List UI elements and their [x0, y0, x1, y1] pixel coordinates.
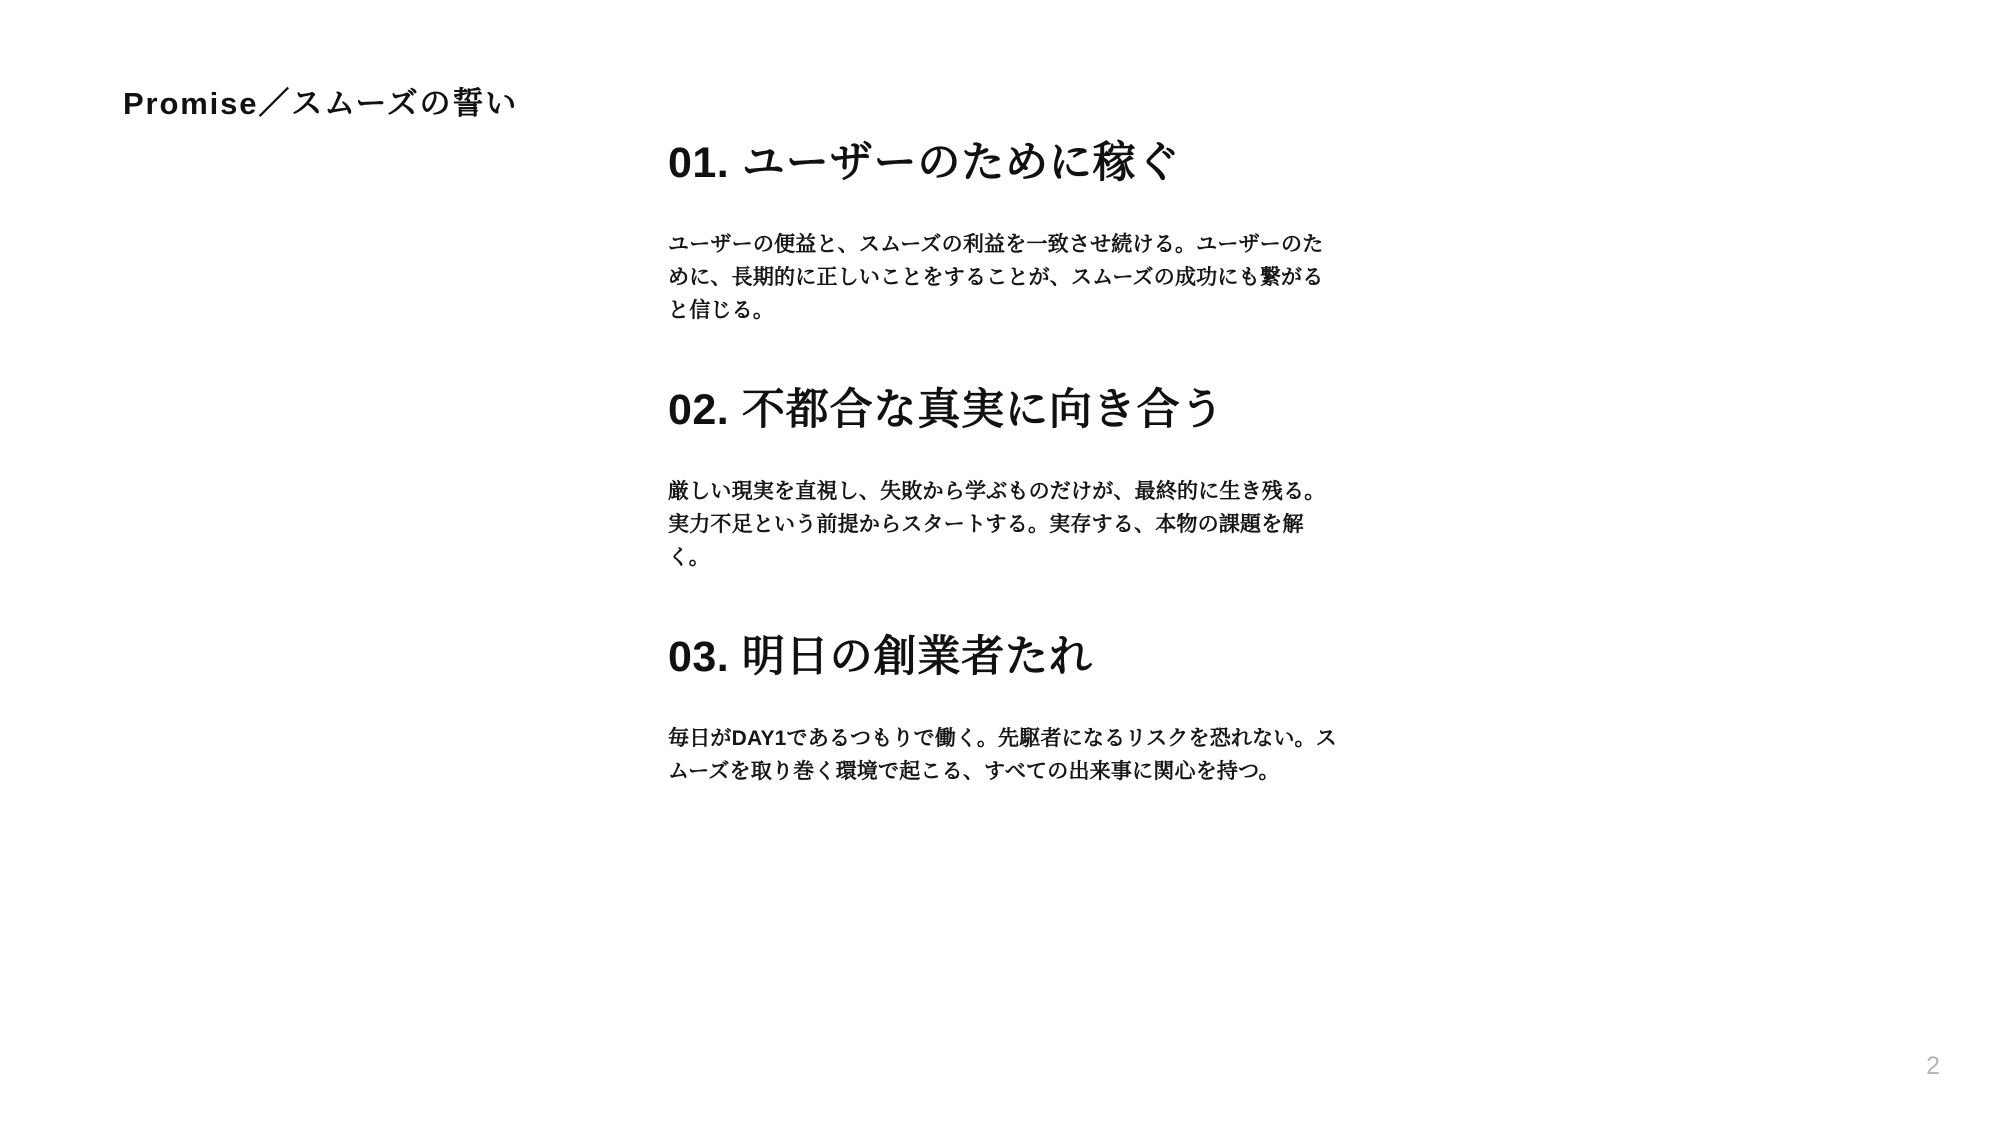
promise-heading-text: ユーザーのために稼ぐ [741, 139, 1181, 187]
promise-heading [668, 138, 1368, 190]
promise-body: ユーザーの便益と、スムーズの利益を一致させ続ける。ユーザーのために、長期的に正しいことをすることが、スムーズの成功にも繋がると信じる。 [668, 232, 1324, 322]
promise-number: 01. [668, 139, 730, 187]
promise-list [668, 138, 1368, 788]
page-title: Promise／スムーズの誓い [123, 86, 519, 121]
promise-number: 02. [668, 386, 730, 435]
list-item [668, 138, 1368, 327]
list-item [668, 385, 1368, 574]
promise-body: 厳しい現実を直視し、失敗から学ぶものだけが、最終的に生き残る。実力不足という前提からスタートする。実存する、本物の課題を解く。 [668, 479, 1326, 570]
promise-heading [668, 385, 1368, 437]
list-item [668, 632, 1368, 788]
promise-heading-text: 明日の創業者たれ [741, 633, 1093, 682]
page-number: 2 [1926, 1052, 1940, 1080]
promise-heading [668, 632, 1368, 684]
promise-number: 03. [668, 633, 730, 682]
promise-body: 毎日がDAY1であるつもりで働く。先駆者になるリスクを恐れない。スムーズを取り巻く環境で起こる、すべての出来事に関心を持つ。 [668, 726, 1337, 783]
promise-heading-text: 不都合な真実に向き合う [741, 386, 1225, 435]
